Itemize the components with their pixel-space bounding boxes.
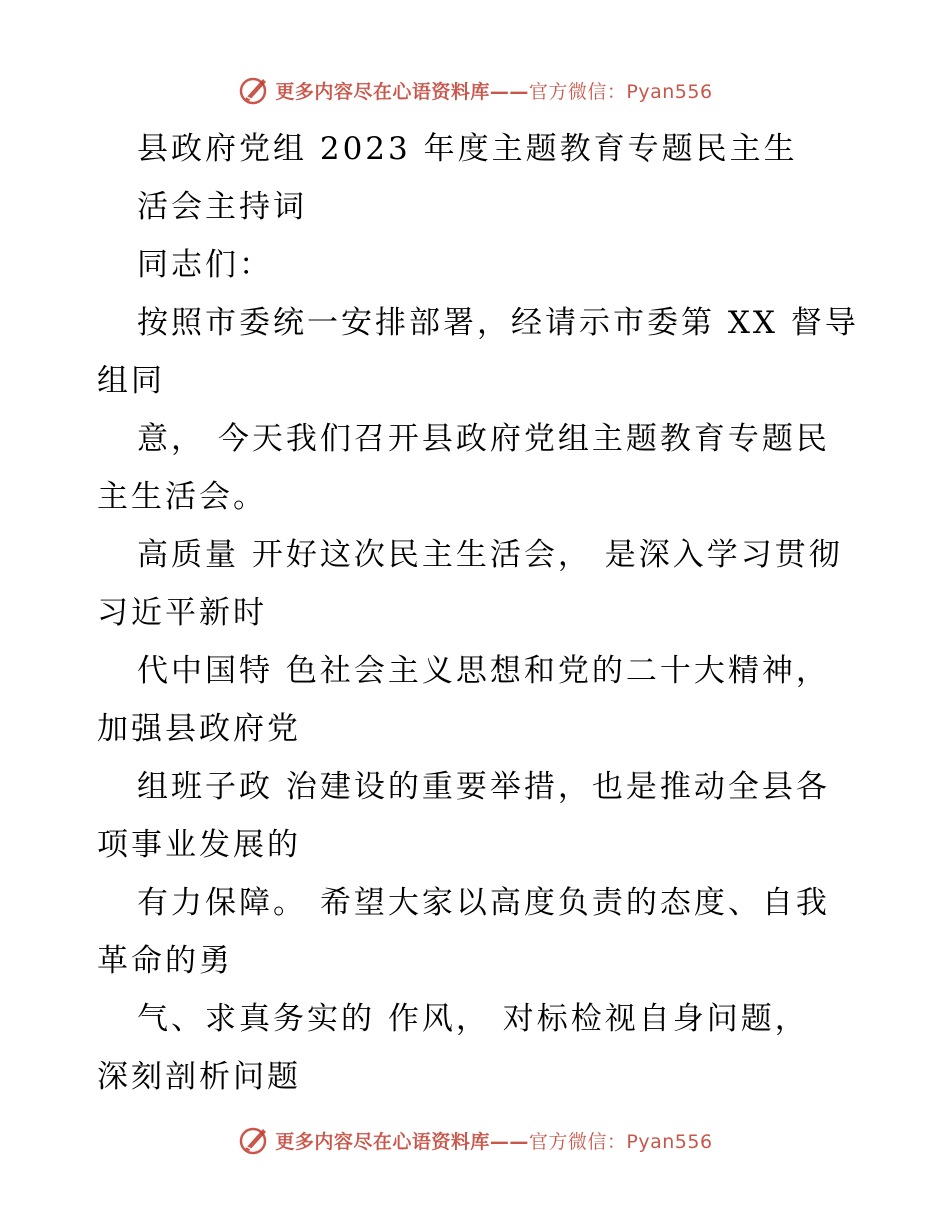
body-line: 项事业发展的 bbox=[97, 827, 301, 863]
body-line: 习近平新时 bbox=[97, 595, 267, 631]
watermark-wechat: 官方微信：Pyan556 bbox=[528, 1130, 713, 1153]
watermark-text: 更多内容尽在心语资料库—— bbox=[275, 80, 529, 103]
document-body bbox=[97, 120, 857, 1106]
watermark-text: 更多内容尽在心语资料库—— bbox=[275, 1130, 529, 1153]
body-line: 组同 bbox=[97, 363, 165, 399]
header-watermark bbox=[0, 70, 950, 110]
body-line: 有力保障。 希望大家以高度负责的态度、自我 bbox=[137, 885, 830, 921]
quill-pen-logo-icon bbox=[237, 1123, 271, 1157]
watermark-wechat: 官方微信：Pyan556 bbox=[528, 80, 713, 103]
body-line: 同志们： bbox=[137, 247, 273, 283]
document-title-line-1: 县政府党组 2023 年度主题教育专题民主生 bbox=[137, 131, 798, 167]
body-line: 意， 今天我们召开县政府党组主题教育专题民 bbox=[137, 421, 830, 457]
footer-watermark bbox=[0, 1120, 950, 1160]
body-line: 加强县政府党 bbox=[97, 711, 301, 747]
body-line: 组班子政 治建设的重要举措，也是推动全县各 bbox=[137, 769, 830, 805]
document-title-line-2: 活会主持词 bbox=[137, 189, 307, 225]
body-line: 革命的勇 bbox=[97, 943, 233, 979]
body-line: 主生活会。 bbox=[97, 479, 267, 515]
body-line: 气、求真务实的 作风， 对标检视自身问题， bbox=[137, 1001, 809, 1037]
body-line: 按照市委统一安排部署，经请示市委第 XX 督导 bbox=[137, 305, 859, 341]
body-line: 高质量 开好这次民主生活会， 是深入学习贯彻 bbox=[137, 537, 843, 573]
quill-pen-logo-icon bbox=[237, 73, 271, 107]
body-line: 代中国特 色社会主义思想和党的二十大精神， bbox=[137, 653, 830, 689]
body-line: 深刻剖析问题 bbox=[97, 1059, 301, 1095]
